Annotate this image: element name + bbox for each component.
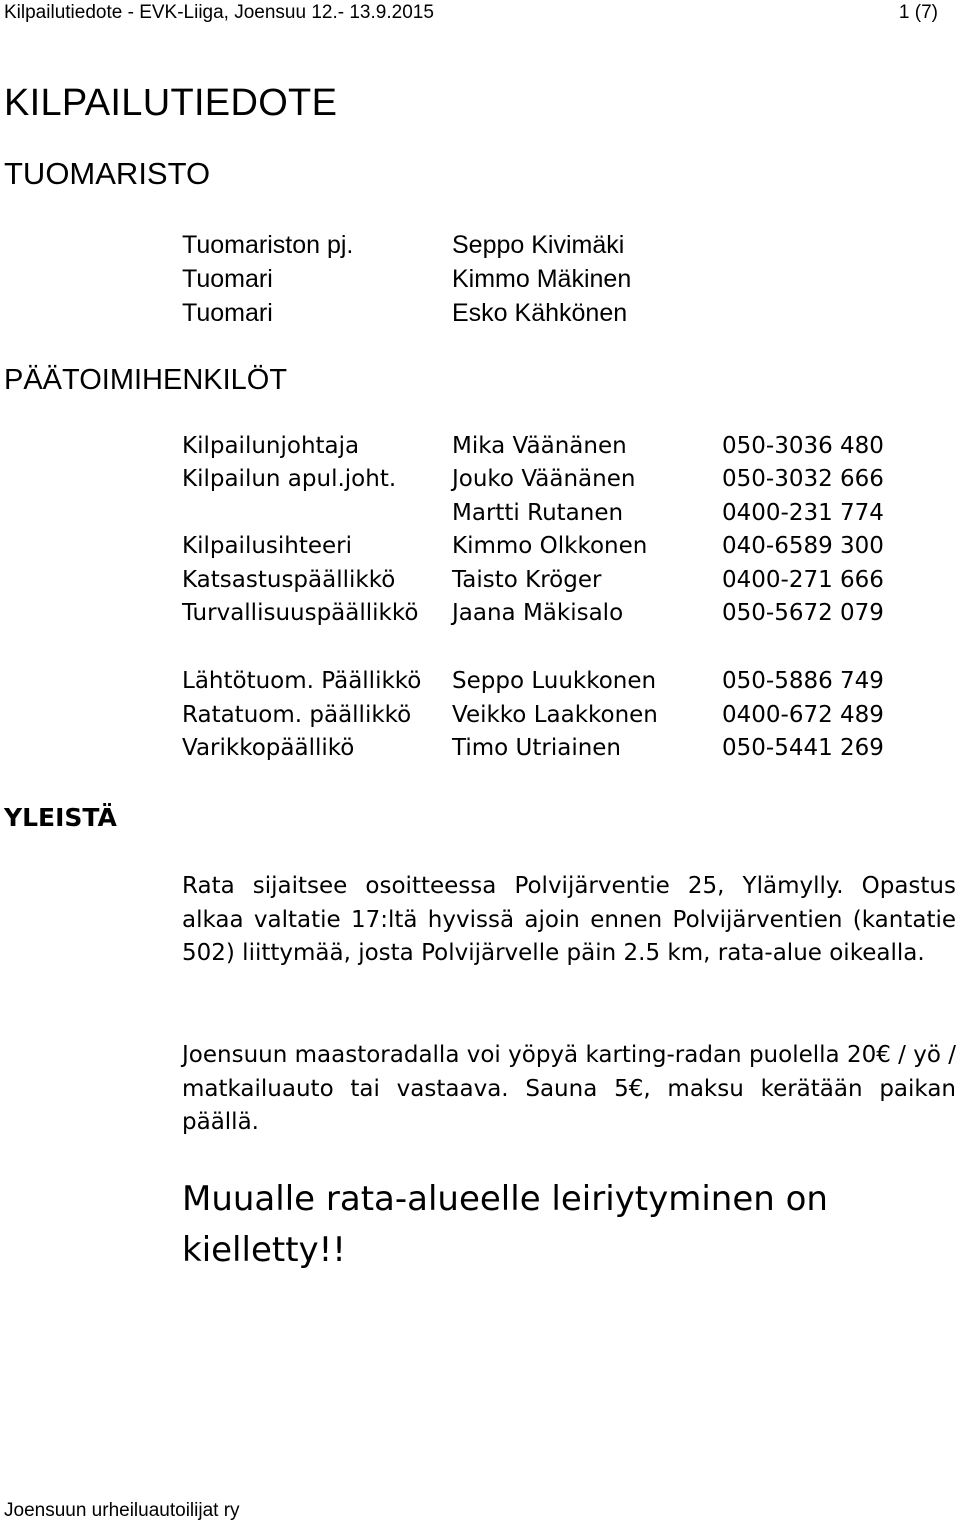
staff-phone: 040-6589 300 [722,533,884,559]
staff-name: Mika Väänänen [452,433,627,459]
staff-name: Kimmo Olkkonen [452,533,648,559]
jury-name: Esko Kähkönen [452,299,628,327]
staff-role: Kilpailusihteeri [182,533,353,559]
document-title: KILPAILUTIEDOTE [4,82,338,124]
staff-role: Turvallisuuspäällikkö [182,600,419,626]
staff-phone: 050-5441 269 [722,735,884,761]
staff-phone: 050-3036 480 [722,433,884,459]
section-heading-yleista: YLEISTÄ [4,803,117,832]
document-header: Kilpailutiedote - EVK-Liiga, Joensuu 12.- 13.9.2015 [4,2,434,23]
staff-name: Jaana Mäkisalo [452,600,624,626]
jury-role: Tuomariston pj. [182,231,354,259]
jury-role: Tuomari [182,299,273,327]
staff-role: Lähtötuom. Päällikkö [182,668,422,694]
page-number: 1 (7) [898,2,938,23]
staff-role: Varikkopäällikö [182,735,355,761]
location-paragraph: Rata sijaitsee osoitteessa Polvijärventie 25, Ylämylly. Opastus alkaa valtatie 17:ltä hyvissä ajoin ennen Polvijärventien (kantatie 502) liittymää, josta Polvijärvelle päin 2.5 km, rata-alue oikealla. [182,873,956,966]
jury-name: Kimmo Mäkinen [452,265,632,293]
jury-name: Seppo Kivimäki [452,231,625,259]
jury-role: Tuomari [182,265,273,293]
staff-phone: 050-5886 749 [722,668,884,694]
staff-name: Jouko Väänänen [452,466,636,492]
staff-phone: 050-3032 666 [722,466,884,492]
staff-phone: 0400-672 489 [722,702,884,728]
camping-prohibited-note: Muualle rata-alueelle leiriytyminen on kielletty!! [182,1179,828,1270]
staff-role: Kilpailunjohtaja [182,433,360,459]
section-heading-paatoimihenkilot: PÄÄTOIMIHENKILÖT [4,364,288,396]
staff-role: Kilpailun apul.joht. [182,466,397,492]
camping-paragraph: Joensuun maastoradalla voi yöpyä karting-radan puolella 20€ / yö / matkailuauto tai vastaava. Sauna 5€, maksu kerätään paikan päällä. [182,1042,956,1135]
staff-name: Timo Utriainen [452,735,622,761]
staff-name: Taisto Kröger [452,567,602,593]
staff-phone: 0400-271 666 [722,567,884,593]
staff-name: Veikko Laakkonen [452,702,658,728]
staff-role: Katsastuspäällikkö [182,567,396,593]
staff-phone: 050-5672 079 [722,600,884,626]
staff-name: Martti Rutanen [452,500,624,526]
staff-phone: 0400-231 774 [722,500,884,526]
section-heading-tuomaristo: TUOMARISTO [4,156,211,191]
staff-name: Seppo Luukkonen [452,668,657,694]
document-footer: Joensuun urheiluautoilijat ry [4,1500,240,1521]
staff-role: Ratatuom. päällikkö [182,702,412,728]
